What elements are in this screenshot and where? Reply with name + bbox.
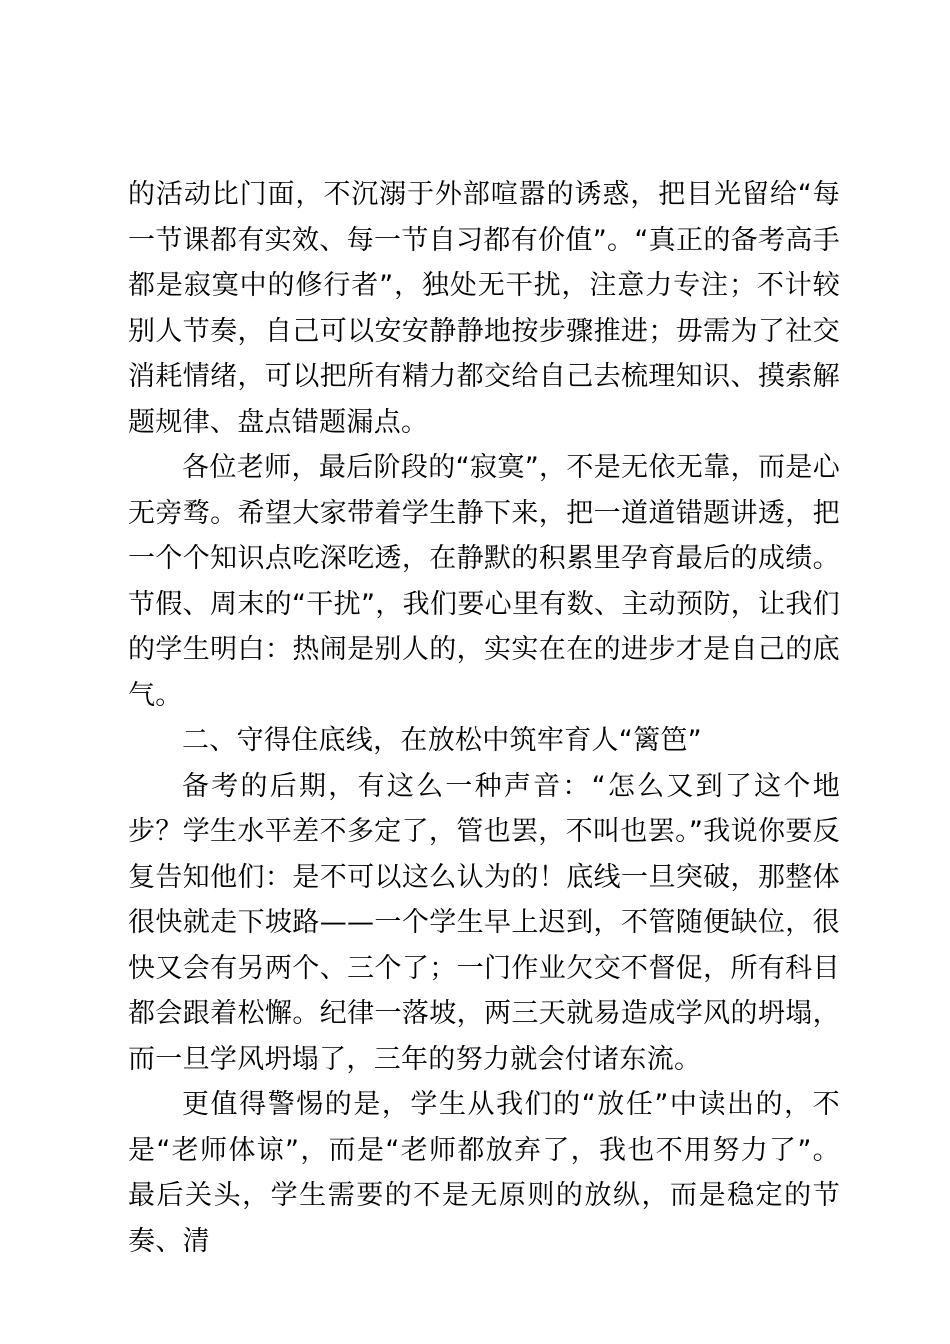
section-heading: 二、守得住底线，在放松中筑牢育人“篱笆” — [182, 725, 702, 756]
body-paragraph: 备考的后期，有这么一种声音：“怎么又到了这个地步？学生水平差不多定了，管也罢，不叫也罢。”我说你要反复告知他们：是不可以这么认为的！底线一旦突破，那整体很快就走下坡路——一个学生早上迟到，不管随便缺位，很快又会有另两个、三个了；一门作业欠交不督促，所有科目都会跟着松懈。纪律一落坡，两三天就易造成学风的坍塌，而一旦学风坍塌了，三年的努力就会付诸东流。 — [128, 770, 840, 1075]
body-paragraph: 更值得警惕的是，学生从我们的“放任”中读出的，不是“老师体谅”，而是“老师都放弃了，我也不用努力了”。最后关头，学生需要的不是无原则的放纵，而是稳定的节奏、清 — [128, 1089, 840, 1257]
body-paragraph: 各位老师，最后阶段的“寂寞”，不是无依无靠，而是心无旁骛。希望大家带着学生静下来，把一道道错题讲透，把一个个知识点吃深吃透，在静默的积累里孕育最后的成绩。节假、周末的“干扰”，我们要心里有数、主动预防，让我们的学生明白：热闹是别人的，实实在在的进步才是自己的底气。 — [128, 452, 840, 711]
body-paragraph: 的活动比门面，不沉溺于外部喧嚣的诱惑，把目光留给“每一节课都有实效、每一节自习都有价值”。“真正的备考高手都是寂寞中的修行者”，独处无干扰，注意力专注；不计较别人节奏，自己可以安安静静地按步骤推进；毋需为了社交消耗情绪，可以把所有精力都交给自己去梳理知识、摸索解题规律、盘点错题漏点。 — [128, 179, 840, 438]
document-body — [128, 172, 840, 1264]
